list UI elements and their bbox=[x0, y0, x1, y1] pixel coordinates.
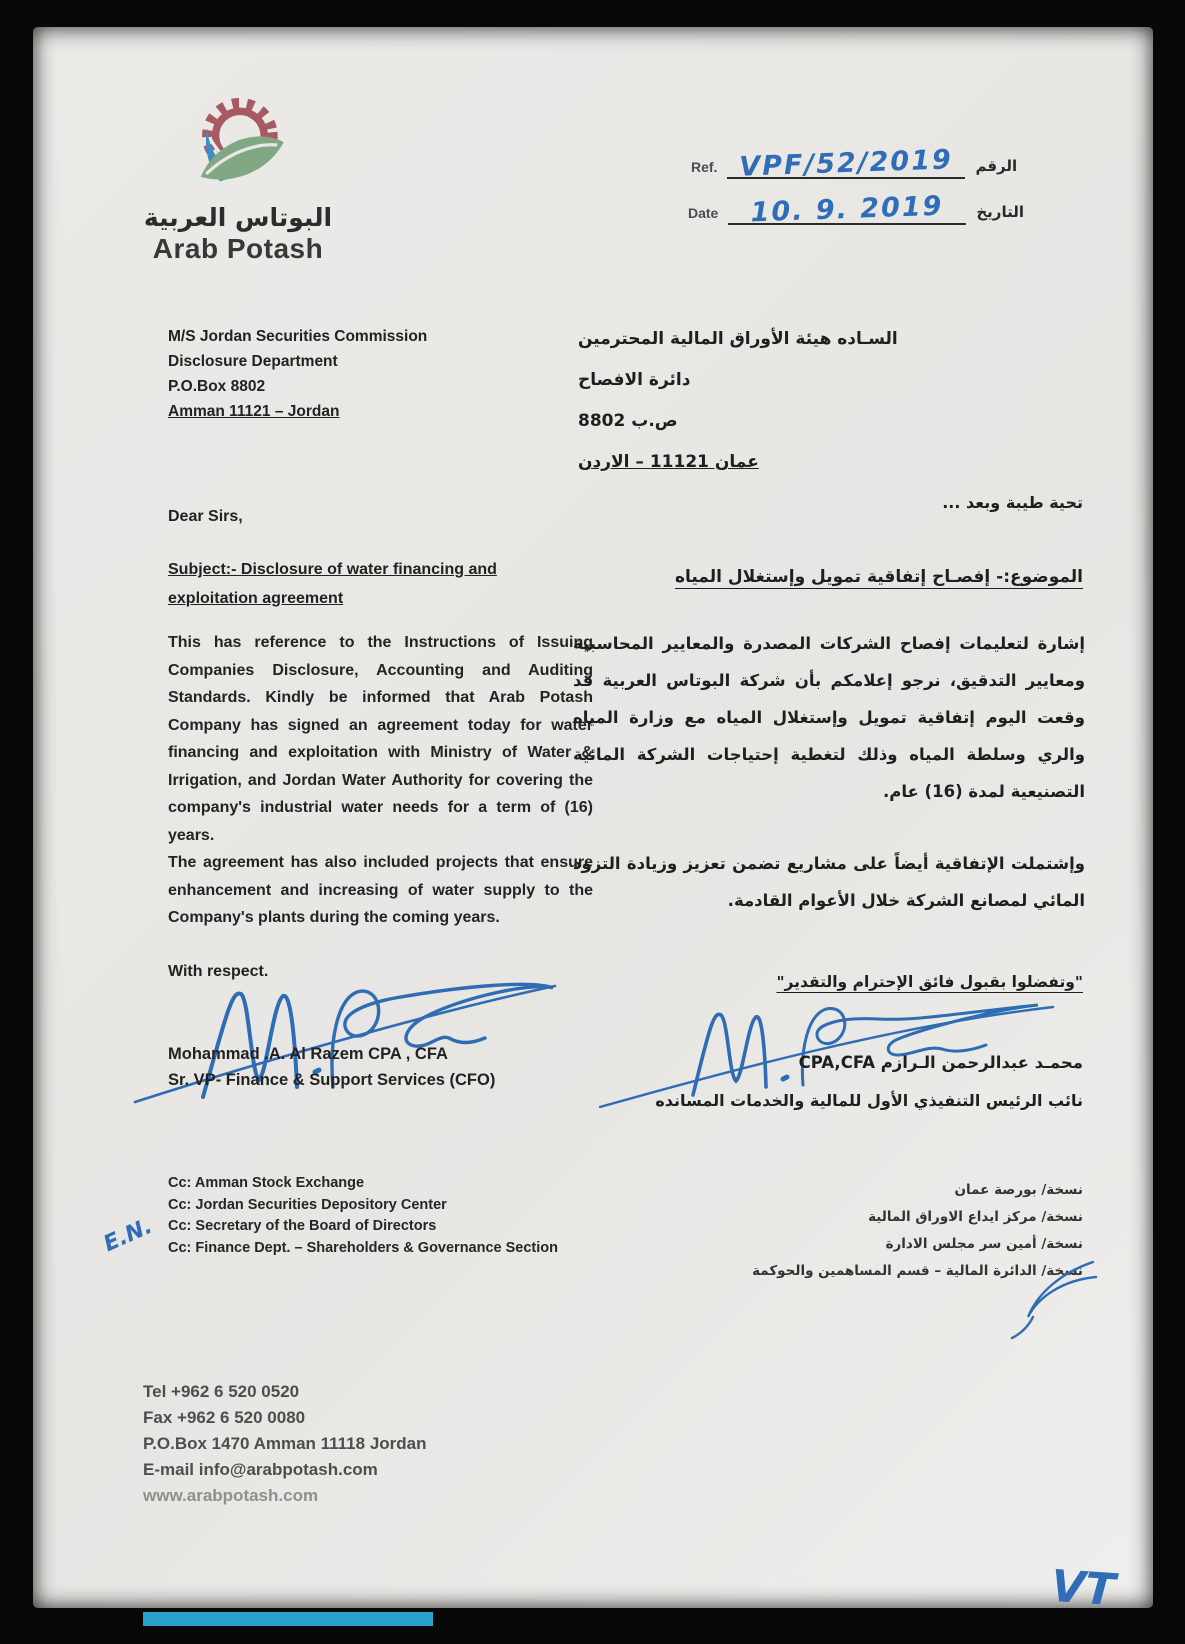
footer-email: E-mail info@arabpotash.com bbox=[143, 1460, 378, 1479]
signer-name-en: Mohammad .A. Al Razem CPA , CFA bbox=[168, 1045, 448, 1063]
recipient-address-ar bbox=[578, 319, 1083, 483]
letter-page bbox=[33, 27, 1153, 1617]
logo-arabic-name: البوتاس العربية bbox=[143, 203, 333, 232]
salutation-en: Dear Sirs, bbox=[168, 508, 243, 525]
body-paragraph-2-en: The agreement has also included projects that ensure enhancement and increasing of water supply to the Company's plants during the coming years. bbox=[168, 854, 593, 926]
handwritten-initials-left: E.N. bbox=[100, 1213, 157, 1258]
ref-value-handwritten: VPF/52/2019 bbox=[739, 144, 954, 183]
ref-label-ar: الرقم bbox=[975, 157, 1018, 175]
footer-accent-bar bbox=[143, 1612, 433, 1626]
salutation-ar: تحية طيبة وبعد ... bbox=[942, 493, 1083, 512]
cc-item: نسخة/ بورصة عمان bbox=[954, 1182, 1083, 1198]
recipient-line: P.O.Box 8802 bbox=[168, 378, 266, 395]
subject-en bbox=[168, 555, 598, 613]
ref-line bbox=[727, 139, 965, 183]
recipient-line: ص.ب 8802 bbox=[578, 411, 678, 431]
closing-en: With respect. bbox=[168, 963, 269, 980]
recipient-line: Disclosure Department bbox=[168, 353, 338, 370]
cc-list-ar bbox=[633, 1177, 1083, 1285]
recipient-address-en bbox=[168, 324, 598, 424]
recipient-line: السـاده هيئة الأوراق المالية المحترمين bbox=[578, 329, 898, 349]
arab-potash-logo-icon bbox=[179, 89, 297, 201]
cc-item: Cc: Finance Dept. – Shareholders & Governance Section bbox=[168, 1239, 558, 1256]
signer-name-ar: محمـد عبدالرحمن الـرازم CPA,CFA bbox=[798, 1053, 1083, 1072]
ref-row bbox=[691, 139, 1018, 183]
cc-item: Cc: Amman Stock Exchange bbox=[168, 1175, 365, 1191]
cc-item: Cc: Secretary of the Board of Directors bbox=[168, 1218, 437, 1234]
footer-tel: Tel +962 6 520 0520 bbox=[143, 1382, 300, 1401]
cc-item: نسخة/ مركز ايداع الاوراق المالية bbox=[868, 1209, 1083, 1225]
ref-label-en: Ref. bbox=[691, 159, 718, 175]
date-label-ar: التاريخ bbox=[976, 203, 1024, 221]
date-row bbox=[688, 185, 1024, 229]
subject-ar: الموضوع:- إفصـاح إتفاقية تمويل وإستغلال المياه bbox=[674, 567, 1083, 587]
recipient-line: Amman 11121 – Jordan bbox=[168, 403, 340, 420]
body-paragraph-1-ar: إشارة لتعليمات إفصاح الشركات المصدرة والمعايير المحاسبية ومعايير التدقيق، نرجو إعلامكم بأن شركة البوتاس العربية قد وقعت اليوم إتفاقية تمويل وإستغلال المياه مع وزارة المياه والري وسلطة المياه وذلك لتغطية إحتياجات الشركة المائية التصنيعية لمدة (16) عام. bbox=[573, 634, 1085, 801]
date-value-handwritten: 10. 9. 2019 bbox=[750, 190, 945, 229]
handwritten-initials-bottom-right: VT bbox=[1049, 1560, 1117, 1617]
date-label-en: Date bbox=[688, 205, 719, 221]
signer-title-ar: نائب الرئيس التنفيذي الأول للمالية والخدمات المسانده bbox=[655, 1091, 1083, 1110]
logo-english-name: Arab Potash bbox=[152, 233, 324, 264]
footer-pobox: P.O.Box 1470 Amman 11118 Jordan bbox=[143, 1434, 427, 1453]
cc-list-en bbox=[168, 1173, 648, 1259]
footer-fax: Fax +962 6 520 0080 bbox=[143, 1408, 306, 1427]
cc-item: نسخة/ الدائرة المالية – قسم المساهمين والحوكمة bbox=[752, 1263, 1083, 1279]
subject-line-2: exploitation agreement bbox=[168, 590, 344, 607]
recipient-line: M/S Jordan Securities Commission bbox=[168, 328, 428, 345]
signer-title-en: Sr. VP- Finance & Support Services (CFO) bbox=[168, 1071, 496, 1089]
cc-item: نسخة/ أمين سر مجلس الادارة bbox=[885, 1236, 1083, 1252]
recipient-line: دائرة الافصاح bbox=[578, 370, 691, 390]
cc-item: Cc: Jordan Securities Depository Center bbox=[168, 1196, 447, 1213]
company-logo bbox=[108, 89, 368, 265]
closing-ar: "وتفضلوا بقبول فائق الإحترام والتقدير" bbox=[776, 973, 1083, 991]
recipient-line: عمان 11121 – الاردن bbox=[578, 452, 759, 472]
body-paragraph-2-ar: وإشتملت الإتفاقية أيضاً على مشاريع تضمن تعزيز وزيادة التزود المائي لمصانع الشركة خلال الأعوام القادمة. bbox=[573, 854, 1085, 910]
subject-line-1: Subject:- Disclosure of water financing and bbox=[168, 561, 497, 578]
body-paragraph-1-en: This has reference to the Instructions of Issuing Companies Disclosure, Accounting and Auditing Standards. Kindly be informed that Arab Potash Company has signed an agreement today for water financing and exploitation with Ministry of Water & Irrigation, and Jordan Water Authority for covering the company's industrial water needs for a term of (16) years. bbox=[168, 634, 593, 844]
footer-website: www.arabpotash.com bbox=[143, 1486, 319, 1505]
date-line bbox=[728, 185, 966, 229]
footer-contact-block bbox=[143, 1379, 573, 1509]
